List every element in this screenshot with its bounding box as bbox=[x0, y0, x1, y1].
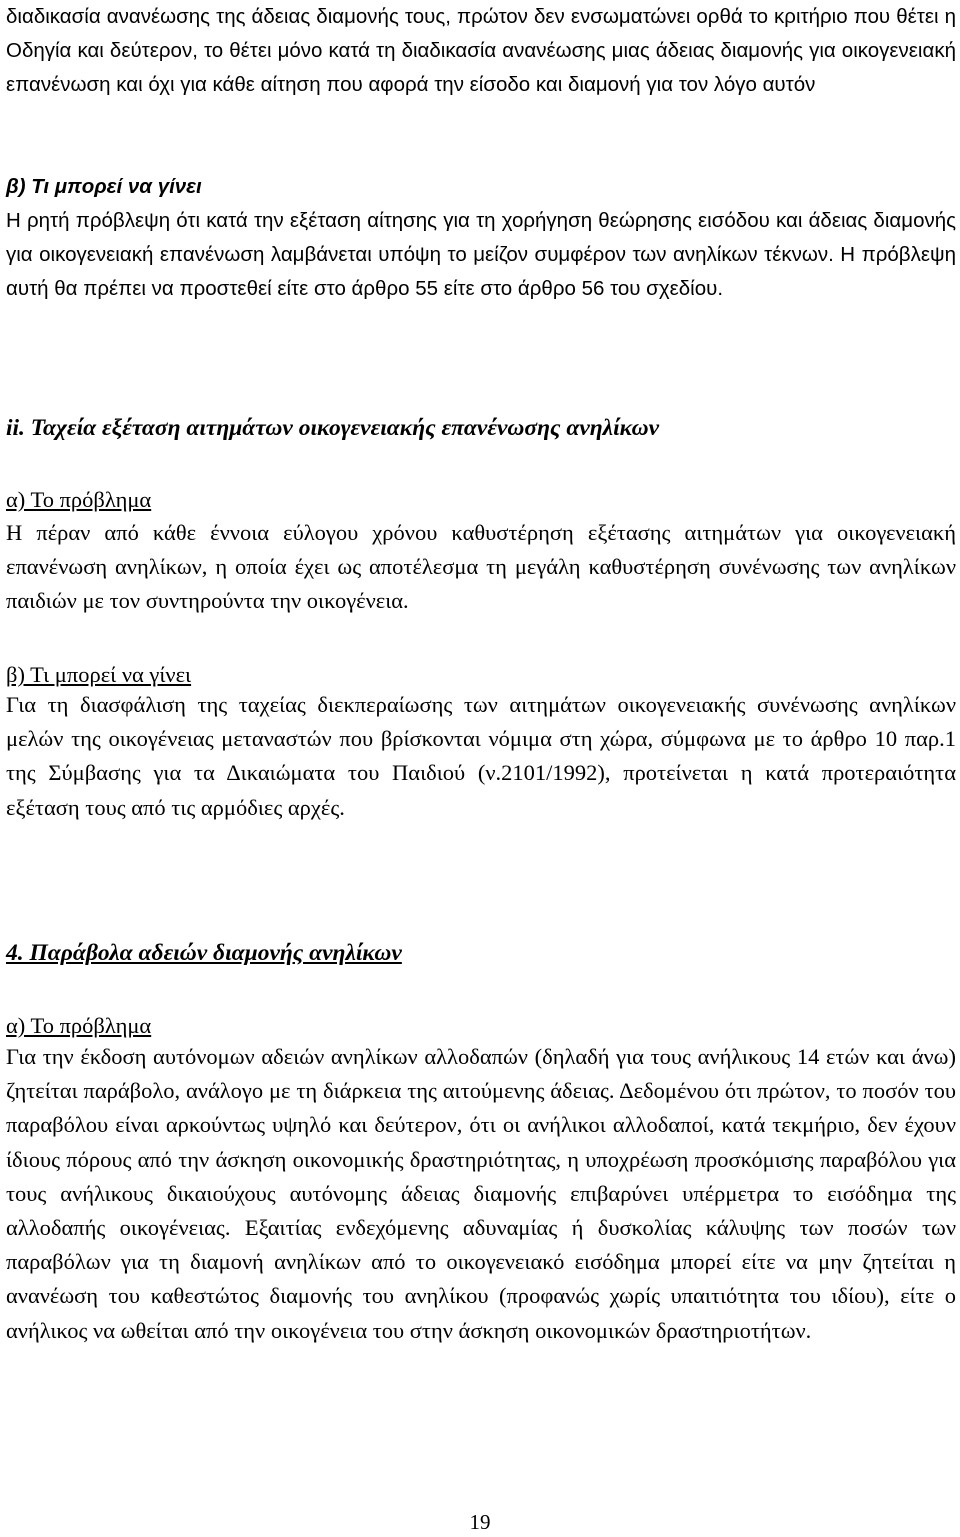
paragraph-priority-examination: Για τη διασφάλιση της ταχείας διεκπεραίωσης των αιτημάτων οικογενειακής συνένωσης ανηλίκων μελών της οικογένειας μεταναστών που βρίσκονται νόμιμα στη χώρα, σύμφωνα με το άρθρο 10 παρ.1 της Σύμβασης για τα Δικαιώματα του Παιδιού (ν.2101/1992), προτείνεται η κατά προτεραιότητα εξέταση τους από τις αρμόδιες αρχές. bbox=[6, 692, 956, 820]
paragraph-best-interest-provision: Η ρητή πρόβλεψη ότι κατά την εξέταση αίτησης για τη χορήγηση θεώρησης εισόδου και άδειας διαμονής για οικογενειακή επανένωση λαμβάνεται υπόψη το μείζον συμφέρον των ανηλίκων τέκνων. Η πρόβλεψη αυτή θα πρέπει να προστεθεί είτε στο άρθρο 55 είτε στο άρθρο 56 του σχεδίου. bbox=[6, 209, 956, 300]
section-heading-residence-fees: 4. Παράβολα αδειών διαμονής ανηλίκων bbox=[6, 940, 402, 966]
paragraph-delay-problem: Η πέραν από κάθε έννοια εύλογου χρόνου καθυστέρηση εξέτασης αιτημάτων για οικογενειακή επανένωση ανηλίκων, η οποία έχει ως αποτέλεσμα τη μεγάλη καθυστέρηση συνένωσης των ανηλίκων παιδιών με τον συντηρούντα την οικογένεια. bbox=[6, 520, 956, 614]
subheading-what-can-be-done-2: β) Τι μπορεί να γίνει bbox=[6, 662, 192, 687]
page-number: 19 bbox=[469, 1510, 491, 1534]
subheading-what-can-be-done-1: β) Τι μπορεί να γίνει bbox=[6, 175, 202, 198]
subheading-the-problem-2: α) Το πρόβλημα bbox=[6, 1013, 152, 1038]
paragraph-fee-burden: Για την έκδοση αυτόνομων αδειών ανηλίκων αλλοδαπών (δηλαδή για τους ανήλικους 14 ετών και άνω) ζητείται παράβολο, ανάλογο με τη διάρκεια της αιτούμενης άδειας. Δεδομένου ότι πρώτον, το ποσόν του παραβόλου είναι αρκούντως υψηλό και δεύτερον, ότι οι ανήλικοι αλλοδαποί, κατά τεκμήριο, δεν έχουν ίδιους πόρους από την άσκηση οικονομικής δραστηριότητας, η υποχρέωση προσκόμισης παραβόλου για τους ανήλικους δικαιούχους αυτόνομης άδειας διαμονής επιβαρύνει υπέρμετρα το εισόδημα της αλλοδαπής οικογένειας. Εξαιτίας ενδεχόμενης αδυναμίας ή δυσκολίας κάλυψης των ποσών των παραβόλων για τη διαμονή ανηλίκων από το οικογενειακό εισόδημα μπορεί είτε να μην ζητείται η ανανέωση του καθεστώτος διαμονής του ανηλίκου (προφανώς χωρίς υπαιτιότητα του ιδίου), είτε ο ανήλικος να ωθείται από την οικογένεια του στην άσκηση οικονομικών δραστηριοτήτων. bbox=[6, 1044, 956, 1343]
subheading-the-problem-1: α) Το πρόβλημα bbox=[6, 487, 152, 512]
section-heading-fast-examination: ii. Ταχεία εξέταση αιτημάτων οικογενειακής επανένωσης ανηλίκων bbox=[6, 415, 660, 441]
paragraph-renewal-criterion: διαδικασία ανανέωσης της άδειας διαμονής τους, πρώτον δεν ενσωματώνει ορθά το κριτήριο που θέτει η Οδηγία και δεύτερον, το θέτει μόνο κατά τη διαδικασία ανανέωσης μιας άδειας διαμονής για οικογενειακή επανένωση και όχι για κάθε αίτηση που αφορά την είσοδο και διαμονή για τον λόγο αυτόν bbox=[6, 5, 956, 96]
